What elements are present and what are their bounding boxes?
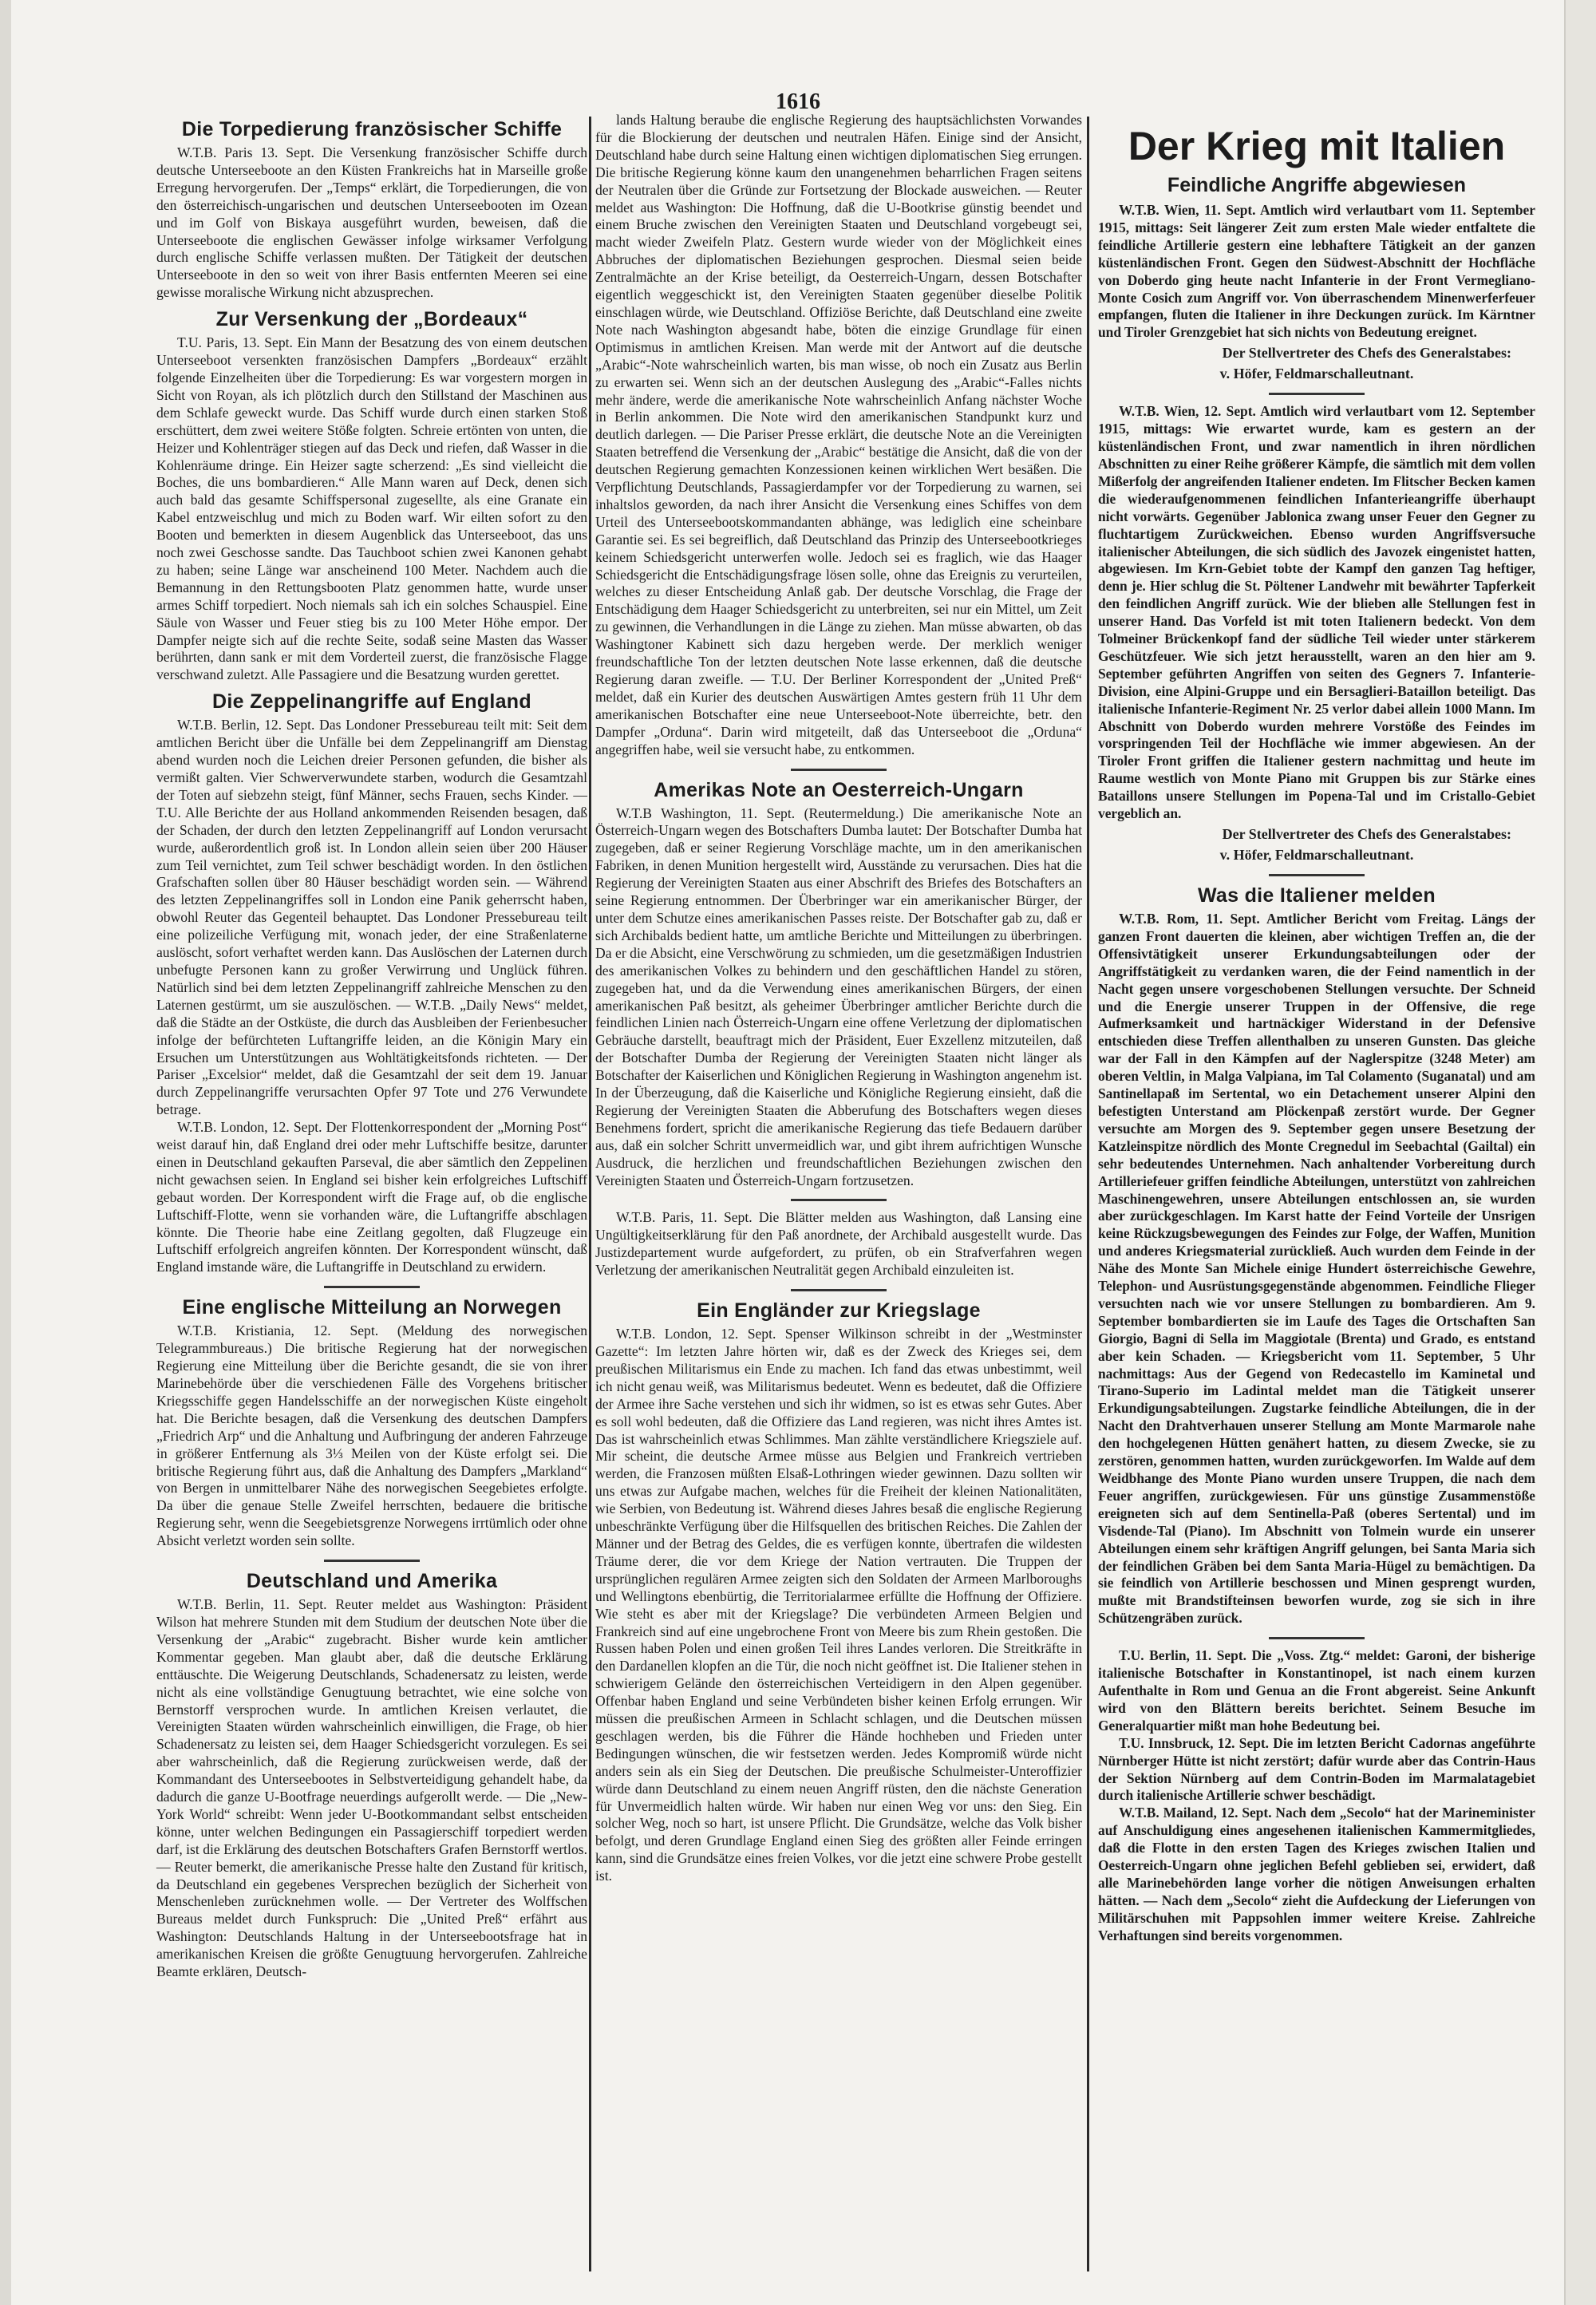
section-subheadline: Feindliche Angriffe abgewiesen <box>1167 174 1467 196</box>
separator-rule <box>324 1560 420 1562</box>
signature-line: v. Höfer, Feldmarschalleutnant. <box>1219 366 1414 382</box>
article-headline: Die Torpedierung französischer Schiffe <box>181 118 563 140</box>
article-paragraph: W.T.B. Berlin, 11. Sept. Reuter meldet aus Washington: Präsident Wilson hat mehrere Stunden mit dem Studium der deutschen Note über die Versenkung der „Arabic“ zugebracht. Bisher wurde kein amtlicher Kommentar gegeben. Man glaubt aber, daß die deutsche Erklärung enttäuschte. Die Weigerung Deutschlands, Schadenersatz zu leisten, werde nicht als eine vollständige Genugtuung betrachtet, wie eine solche von Bernstorff versprochen wurde. In amtlichen Kreisen verlautet, die Vereinigten Staaten würden wahrscheinlich einwilligen, die Frage, ob hier Schadenersatz zu leisten sei, dem Haager Schiedsgericht vorzulegen. Es sei aber wahrscheinlich, daß die Regierung zurückweisen werde, daß der Kommandant des Unterseebootes in Selbstverteidigung gehandelt habe, da dadurch die ganze U-Bootfrage neuerdings aufgerollt werde. — Die „New-York World“ schreibt: Wenn jeder U-Bootkommandant selbst entscheiden könne, unter welchen Bedingungen ein Passagierschiff torpediert werden darf, ist die Erklärung des deutschen Botschafters Grafen Bernstorff wertlos. — Reuter bemerkt, die amerikanische Presse halte den Zustand für kritisch, da Deutschland ein gegebenes Versprechen bezüglich der Sicherheit von Menschenleben zurücknehmen wolle. — Der Vertreter des Wolffschen Bureaus meldet durch Funkspruch: Die „United Preß“ erfährt aus Washington: Deutschlands Haltung in der Unterseebootsfrage hat in amerikanischen Kreisen die größte Genugtuung hervorgerufen. Zahlreiche Beamte erklären, Deutsch- <box>156 1596 587 1980</box>
separator-rule <box>324 1286 420 1288</box>
article-paragraph: W.T.B. Wien, 11. Sept. Amtlich wird verlautbart vom 11. September 1915, mittags: Seit längerer Zeit zum ersten Male wieder entfaltete die feindliche Artillerie gestern eine lebhaftere Tätigkeit an der ganzen küstenländischen Front. Gegen den Südwest-Abschnitt der Hochfläche von Doberdo ging heute nacht Infanterie in der Front Vermegliano-Monte Cosich zum Angriff vor. Von überraschendem Minenwerferfeuer empfangen, fluten die Italiener in ihre Deckungen zurück. Im Kärntner und Tiroler Grenzgebiet hat sich nichts von Bedeutung ereignet. <box>1098 202 1535 341</box>
article-headline: Deutschland und Amerika <box>246 1570 498 1593</box>
article-paragraph: W.T.B. London, 12. Sept. Spenser Wilkinson schreibt in der „Westminster Gazette“: Im letzten Jahre hörten wir, daß es der Zweck des Krieges sei, dem preußischen Militarismus ein Ende zu machen. Ich fand das etwas unbestimmt, weil ich nicht genau weiß, was Militarismus bedeutet. Wenn es bedeutet, daß die Offiziere der Armee ihre Sache verstehen und sich ihr widmen, so ist es etwas sehr Gutes. Aber es soll wohl bedeuten, daß die Offiziere das Land regieren, was nicht ihres Amtes ist. Das ist wahrscheinlich etwas Schlimmes. Man zählte verständlichere Kriegsziele auf. Mir scheint, die deutsche Armee müsse aus Belgien und Frankreich vertrieben werden, die Franzosen müßten Elsaß-Lothringen wieder gewinnen. Dazu sollten wir uns etwas zur Aufgabe machen, welches für die Freiheit der kleinen Nationalitäten, wie Serbien, von Bedeutung ist. Während dieses Jahres besaß die englische Regierung unbeschränkte Verfügung über die Hilfsquellen des britischen Reiches. Die Zahlen der Männer und der Betrag des Geldes, die es verfügen konnte, übertrafen die wildesten Träume derer, die vor dem Kriege der Nation vertrauten. Die Truppen der ursprünglichen regulären Armee zeigten sich den Soldaten der Armeen Marlboroughs und Wellingtons ebenbürtig, die Territorialarmee erfüllte die Hoffnung der Offiziere. Wie steht es aber mit der Kriegslage? Die verbündeten Armeen Belgien und Frankreich sind auf eine ungebrochene Front von Meere bis zum Rhein gestoßen. Die Russen haben Polen und einen großen Teil ihres Landes verloren. Die Streitkräfte in den Dardanellen klopfen an die Tür, die noch nicht geöffnet ist. Die Italiener stehen in schwierigem Gelände den österreichischen Verteidigern in den Alpen gegenüber. Offenbar haben England und seine Verbündeten bisher keinen Erfolg errungen. Wir müssen die preußischen Armeen in Schlacht schlagen, und die Deutschen müssen geschlagen werden, bis die Führer die Hände hochheben und Frieden unter Bedingungen wünschen, die wir festsetzen werden. Jedes Kompromiß würde nicht anders sein als ein Sieg der Deutschen. Die preußische Schulmeister-Unteroffizier würde dann Deutschland zu einem neuen Angriff rüsten, den die nächste Generation für Unvermeidlich halten würde. Wir haben nur einen Weg vor uns: den Sieg. Ein solcher Weg, noch so hart, ist unsere Pflicht. Die Grundsätze, welche das Volk bisher befolgt, und deren Grundlage England einen Sieg des größten aller Feinde erringen kann, sind die Grundsätze eines freien Volkes, vor die jetzt eine schwere Probe gestellt ist. <box>595 1326 1082 1884</box>
separator-rule <box>791 1289 887 1291</box>
column-right <box>1098 112 1535 1945</box>
article-paragraph: T.U. Berlin, 11. Sept. Die „Voss. Ztg.“ meldet: Garoni, der bisherige italienische Botschafter in Konstantinopel, ist nach einem kurzen Aufenthalte in Rom und Genua an die Front abgereist. Seine Ankunft wird von den Blättern bereits berichtet. Seinem Besuche im Generalquartier mißt man hohe Bedeutung bei. <box>1098 1647 1535 1734</box>
article-headline: Was die Italiener melden <box>1197 884 1436 907</box>
article-paragraph: T.U. Innsbruck, 12. Sept. Die im letzten Bericht Cadornas angeführte Nürnberger Hütte ist nicht zerstört; dafür wurde aber das Contrin-Haus der Sektion Nürnberg auf dem Contrin-Boden im Marmalatagebiet durch italienische Artillerie schwer beschädigt. <box>1098 1734 1535 1804</box>
article-headline: Amerikas Note an Oesterreich-Ungarn <box>654 778 1024 801</box>
article-paragraph: W.T.B. Paris, 11. Sept. Die Blätter melden aus Washington, daß Lansing eine Ungültigkeitserklärung für den Paß anordnete, der Archibald ausgestellt wurde. Das Justizdepartement wurde aufgefordert, zu prüfen, ob ein Strafverfahren wegen Verletzung der amerikanischen Neutralität gegen Archibald einzuleiten ist. <box>595 1209 1082 1279</box>
column-divider <box>589 117 591 2271</box>
signature-line: Der Stellvertreter des Chefs des Generalstabes: <box>1222 345 1511 362</box>
article-paragraph: W.T.B. Wien, 12. Sept. Amtlich wird verlautbart vom 12. September 1915, mittags: Wie erwartet wurde, kam es gestern an der küstenländischen Front, und zwar namentlich in ihren nördlichen Abschnitten zu einer Reihe größerer Kämpfe, die sämtlich mit dem vollen Mißerfolg der angreifenden Italiener endeten. Im Flitscher Becken kamen die wiederaufgenommenen feindlichen Infanterieangriffe überhaupt nicht vorwärts. Gegenüber Jablonica zwang unser Feuer den Gegner zu fluchtartigem Zurückweichen. Ebenso wurden Angriffsversuche italienischer Abteilungen, die sich südlich des Javozek eingenistet hatten, abgewiesen. Im Krn-Gebiet tobte der Kampf den ganzen Tag heftiger, denn je. Hier schlug die St. Pöltener Landwehr mit bewährter Tapferkeit den feindlichen Angriff zurück. Wie der blieben alle Stellungen fest in unserer Hand. Das Vorfeld ist mit toten Italienern bedeckt. Von dem Tolmeiner Brückenkopf fand der südliche Teil wieder unter stärkerem Geschützfeuer. Wie sich jetzt herausstellt, waren an den hier am 9. September geführten Angriffen von seiten des Gegners 7. Infanterie-Division, eine Alpini-Gruppe und ein Bersaglieri-Bataillon beteiligt. Das italienische Infanterie-Regiment Nr. 25 verlor dabei allein 1000 Mann. Im Abschnitt von Doberdo wurden mehrere Vorstöße des Feindes im vorspringenden Teil der Hochfläche wie immer abgewiesen. An der Tiroler Front griffen die Italiener gestern nachmittag und heute im Raume westlich von Monte Piano mit Gruppen bis zur Stärke eines Bataillons unsere Stellungen im Popena-Tal und im Cristallo-Gebiet vergeblich an. <box>1098 403 1535 822</box>
article-paragraph: W.T.B. Paris 13. Sept. Die Versenkung französischer Schiffe durch deutsche Unterseeboote an den Küsten Frankreichs hat in Marseille große Erregung hervorgerufen. Der „Temps“ erklärt, die Torpedierungen, die von den österreichisch-ungarischen und deutschen Unterseebooten im Ozean und im Golf von Biskaya ausgeführt wurden, beweisen, daß die Unterseeboote die englischen Gewässer infolge wirksamer Verfolgung durch englische Schiffe verlassen mußten. Der Tätigkeit der deutschen Unterseeboote in den so weit von ihrer Basis entfernten Meeren sei eine gewisse moralische Wirkung nicht abzusprechen. <box>156 144 587 301</box>
article-paragraph: W.T.B. London, 12. Sept. Der Flottenkorrespondent der „Morning Post“ weist darauf hin, daß England drei oder mehr Luftschiffe besitze, darunter einen in Deutschland gekauften Parseval, die aber sämtlich den Zeppelinen nicht gewachsen seien. In England sei bisher kein erfolgreiches Luftschiff gebaut worden. Der Korrespondent wirft die Frage auf, ob die englische Luftschiff-Flotte, wenn sie vorhanden wäre, die Luftangriffe abschlagen könnte. Die Theorie habe eine Zeitlang gegolten, daß Flugzeuge ein Luftschiff erfolgreich angreifen könnten. Der Korrespondent wünscht, daß England imstande wäre, die Luftangriffe in Deutschland zu erwidern. <box>156 1119 587 1275</box>
separator-rule <box>1269 1637 1365 1639</box>
separator-rule <box>791 1199 887 1201</box>
article-paragraph: W.T.B Washington, 11. Sept. (Reutermeldung.) Die amerikanische Note an Österreich-Ungarn wegen des Botschafters Dumba lautet: Der Botschafter Dumba hat zugegeben, daß er seiner Regierung Vorschläge machte, um in den amerikanischen Fabriken, in denen Munition hergestellt wird, Ausstände zu verursachen. Dies hat die Regierung der Vereinigten Staaten aus einer Abschrift des Briefes des Botschafters an seine Regierung entnommen. Der Überbringer war ein amerikanischer Bürger, der unter dem Schutze eines amerikanischen Passes reiste. Der Botschafter gab zu, daß er sich Archibalds bedient hatte, um amtliche Berichte und Mitteilungen zu überbringen. Da er die Absicht, eine Verschwörung zu schmieden, um die gesetzmäßigen Industrien des amerikanischen Volkes zu behindern und den geschäftlichen Handel zu stören, zugegeben hat, und da die Verwendung eines amerikanischen Bürgers, der einen amerikanischen Paß besitzt, als geheimer Überbringer amtlicher Berichte durch die feindlichen Linien nach Österreich-Ungarn eine offene Verletzung der diplomatischen Gebräuche darstellt, beauftragt mich der Präsident, Euer Exzellenz mitzuteilen, daß der Botschafter Dumba der Regierung der Vereinigten Staaten nicht länger als Botschafter der Kaiserlichen und Königlichen Regierung in Washington angenehm ist. In der Überzeugung, daß die Kaiserliche und Königliche Regierung einsieht, daß die Regierung der Vereinigten Staaten die Abberufung des Botschafters wegen dieses Benehmens fordert, spricht die amerikanische Regierung das tiefe Bedauern darüber aus, daß ein solcher Schritt unvermeidlich war, und gibt ihrem aufrichtigen Wunsche Ausdruck, die herzlichen und freundschaftlichen Beziehungen zwischen den Vereinigten Staaten und Österreich-Ungarn fortzusetzen. <box>595 805 1082 1188</box>
scan-left-edge <box>0 0 11 2305</box>
article-paragraph: W.T.B. Kristiania, 12. Sept. (Meldung des norwegischen Telegrammbureaus.) Die britische Regierung hat der norwegischen Regierung eine Mitteilung über die Berichte gesandt, die sie von ihrer Marinebehörde über die verschiedenen Fälle des Vorgehens britischer Kriegsschiffe gegen Handelsschiffe an der norwegischen Küste eingeholt hat. Die Berichte besagen, daß die Versenkung des deutschen Dampfers „Friedrich Arp“ und die Anhaltung und Aufbringung der anderen Fahrzeuge in größerer Entfernung als 3⅓ Meilen von der Küste erfolgt sei. Die britische Regierung führt aus, daß die Anhaltung des Dampfers „Markland“ von Bergen in unmittelbarer Nähe des norwegischen Seegebietes erfolgte. Da über die genaue Stelle Zweifel herrschten, bedauere die britische Regierung sehr, wenn die Seegebietsgrenze Norwegens irrtümlich oder ohne Absicht verletzt worden sein sollte. <box>156 1323 587 1549</box>
separator-rule <box>1269 874 1365 876</box>
page-number: 1616 <box>776 89 820 114</box>
article-paragraph: W.T.B. Berlin, 12. Sept. Das Londoner Pressebureau teilt mit: Seit dem amtlichen Bericht über die Unfälle bei dem Zeppelinangriff am Dienstag abend wurden noch die Leichen dreier Personen gefunden, die bisher als vermißt galten. Vier Schwerverwundete starben, wodurch die Gesamtzahl der Toten auf siebzehn steigt, fünf Männer, sechs Frauen, sechs Kinder. — T.U. Alle Berichte der aus Holland ankommenden Reisenden besagen, daß der Schaden, der durch den letzten Zeppelinangriff auf London verursacht wurde, außerordentlich groß ist. In London allein seien über 200 Häuser zum Teil vernichtet, zum Teil schwer beschädigt worden. In den östlichen Grafschaften sollen über 80 Häuser beschädigt worden sein. — Während des letzten Zeppelinangriffes soll in London eine Panik geherrscht haben, obwohl Reuter das Gegenteil behauptet. Das Londoner Pressebureau teilt eine polizeiliche Verfügung mit, wonach jeder, der eine Straßenlaterne auslöscht, sofort verhaftet werden kann. Das Auslöschen der Laternen durch unbefugte Personen kann zu großer Verwirrung und Unglück führen. Natürlich sind bei dem letzten Zeppelinangriff zahlreiche Menschen zu den Laternen gestürmt, um sie auszulöschen. — W.T.B. „Daily News“ meldet, daß die Städte an der Ostküste, die durch das Ausbleiben der Ferienbesucher infolge der befürchteten Luftangriffe leiden, an die Königin Mary ein Ersuchen um Unterstützungen aus Wohltätigkeitsfonds richteten. — Der Pariser „Excelsior“ meldet, daß die Gesamtzahl der seit dem 19. Januar durch Zeppelinangriffe verursachten Opfer 97 Tote und 276 Verwundete betrage. <box>156 717 587 1118</box>
separator-rule <box>1269 393 1365 395</box>
article-paragraph: T.U. Paris, 13. Sept. Ein Mann der Besatzung des von einem deutschen Unterseeboot versenkten französischen Dampfers „Bordeaux“ erzählt folgende Einzelheiten über die Torpedierung: Es war vorgestern morgen in Sicht von Royan, als ich plötzlich durch den Stillstand der Maschinen aus dem Schlafe geweckt wurde. Das Schiff wurde durch einen starken Stoß erschüttert, dem zwei weitere Stöße folgten. Schreie ertönten von unten, die Heizer und Kohlenträger stiegen auf das Deck und riefen, daß Wasser in die Kohlenräume dringe. Ein Heizer sagte scherzend: „Es sind vielleicht die Boches, die uns bombardieren.“ Alle Mann waren auf Deck, denen sich auch bald das gesamte Schiffspersonal zugesellte, als eine Granate ein Kabel entzweischlug und mich zu Boden warf. Wir eilten sofort zu den Booten und bemerkten in diesem Augenblick das Unterseeboot, das uns noch zwei Geschosse sandte. Das Tauchboot schien zwei Kanonen gehabt zu haben; seine Länge war anscheinend 100 Meter. Nachdem auch die Bemannung in den Rettungsbooten Platz genommen hatte, wurde unser armes Schiff torpediert. Noch niemals sah ich ein solches Schauspiel. Eine Säule von Wasser und Feuer stieg bis zu 100 Meter Höhe empor. Der Dampfer neigte sich auf die rechte Seite, sodaß seine Masten das Wasser berührten, dann sank er mit dem Vorderteil zuerst, die französische Flagge verschwand zuletzt. Alle Passagiere und die Besatzung wurden gerettet. <box>156 334 587 683</box>
article-headline: Die Zeppelinangriffe auf England <box>212 690 531 714</box>
column-left <box>156 112 587 1981</box>
section-title: Der Krieg mit Italien <box>1128 124 1506 168</box>
column-divider <box>1087 117 1089 2271</box>
signature-line: Der Stellvertreter des Chefs des Generalstabes: <box>1222 826 1511 842</box>
separator-rule <box>791 769 887 771</box>
signature-line: v. Höfer, Feldmarschalleutnant. <box>1219 847 1414 863</box>
scan-binding-edge <box>1564 0 1596 2305</box>
article-headline: Zur Versenkung der „Bordeaux“ <box>215 308 528 331</box>
article-headline: Eine englische Mitteilung an Norwegen <box>182 1296 562 1319</box>
article-paragraph: W.T.B. Mailand, 12. Sept. Nach dem „Secolo“ hat der Marineminister auf Anschuldigung eines angesehenen italienischen Kammermitgliedes, daß die Flotte in den ersten Tagen des Krieges zwischen Italien und Oesterreich-Ungarn ohne jeglichen Befehl geblieben sei, erwidert, daß alle Marinebehörden lange vorher die nötigen Anweisungen erhalten hätten. — Nach dem „Secolo“ zieht die Aufdeckung der Lieferungen von Militärschuhen mit Pappsohlen immer weitere Kreise. Zahlreiche Verhaftungen sind bereits vorgenommen. <box>1098 1805 1535 1943</box>
article-paragraph: lands Haltung beraube die englische Regierung des hauptsächlichsten Vorwandes für die Blockierung der deutschen und neutralen Häfen. Einige sind der Ansicht, Deutschland habe durch seine Haltung einen wichtigen diplomatischen Sieg errungen. Die britische Regierung könne kaum den unangenehmen beharrlichen Fragen seitens der Neutralen über die Gründe zur Fortsetzung der Blockade ausweichen. — Reuter meldet aus Washington: Die Hoffnung, daß die U-Bootkrise günstig beendet und einem Bruche zwischen den Vereinigten Staaten und Deutschland vorgebeugt sei, macht wieder Zweifeln Platz. Gestern wurde wieder von der Möglichkeit eines Abbruches der diplomatischen Beziehungen gesprochen. Diesmal seien beide Zentralmächte an der Krise beteiligt, da Oesterreich-Ungarn, dessen Botschafter eigentlich weggeschickt ist, den Vereinigten Staaten gegenüber dieselbe Politik einschlagen würde, wie Deutschland. Offiziöse Berichte, daß Deutschland eine zweite Note nach Washington abgesandt habe, böten die einzige Grundlage für einen Optimismus in amtlichen Kreisen. Man werde mit der Antwort auf die deutsche „Arabic“-Note wahrscheinlich warten, bis man wisse, ob noch ein Zusatz aus Berlin zu erwarten sei. Wenn sich an der deutschen Auslegung des „Arabic“-Falles nichts mehr ändere, werde die amerikanische Note wahrscheinlich Anfang nächster Woche in Berlin ankommen. Die Note wird den amerikanischen Standpunkt kurz und deutlich darlegen. — Die Pariser Presse erklärt, die deutsche Note an die Vereinigten Staaten betreffend die Versenkung der „Arabic“ bestätige die Ansicht, daß die von der deutschen Regierung gemachten Konzessionen keinen wirklichen Wert besäßen. Die Verpflichtung Deutschlands, Passagierdampfer vor der Torpedierung zu warnen, sei inhaltslos geworden, da nach ihrer Ansicht die Versenkung eines Schiffes von dem Urteil des Unterseebootskommandanten abhänge, was lediglich eine scheinbare Garantie sei. Es sei begreiflich, daß Deutschland das Prinzip des Unterseebootkrieges keinem Schiedsgericht unterwerfen wolle. Jedoch sei es fraglich, wie das Haager Schiedsgericht die Entschädigungsfrage lösen solle, ohne das Ereignis zu verurteilen, welches zu dieser Entscheidung Anlaß gab. Der deutsche Vorschlag, die Frage der Entschädigung dem Haager Schiedsgericht zu unterbreiten, sei nur ein Mittel, um Zeit zu gewinnen, die Verhandlungen in die Länge zu ziehen. Man müsse abwarten, ob das Washingtoner Kabinett sich dazu hergeben werde. Der merklich weniger freundschaftliche Ton der letzten deutschen Note lasse erkennen, daß die deutsche Regierung daran zweifle. — T.U. Der Berliner Korrespondent der „United Preß“ meldet, daß ein Kurier des deutschen Auswärtigen Amtes gestern früh 11 Uhr dem amerikanischen Botschafter eine neue Unterseeboot-Note überreichte, betr. den Dampfer „Orduna“. Darin wird mitgeteilt, daß das Unterseeboot die „Orduna“ angegriffen habe, weil sie versucht habe, zu entkommen. <box>595 112 1082 757</box>
article-headline: Ein Engländer zur Kriegslage <box>697 1299 981 1323</box>
article-paragraph: W.T.B. Rom, 11. Sept. Amtlicher Bericht vom Freitag. Längs der ganzen Front dauerten die kleinen, aber wichtigen Treffen an, die der Offensivtätigkeit unserer Erkundungsabteilungen oder der Angriffstätigkeit zu verdanken waren, die der Feind namentlich in der Nacht gegen unsere vorgeschobenen Stellungen versuchte. Der Schneid und die Energie unserer Truppen in der Offensive, die rege Aufmerksamkeit und hartnäckiger Widerstand in der Defensive entschieden diese Treffen allenthalben zu unseren Gunsten. Das gleiche war der Fall in den Kämpfen auf der Naglerspitze (3248 Meter) am oberen Veltlin, in Malga Valpiana, im Tal Colamento (Suganatal) und am Santinellapaß im Sertental, wo ein Detachement unserer Alpini den befestigten Unterstand am Plöckenpaß zerstört wurde. Der Gegner versuchte am Morgen des 9. September gegen unsere Besetzung der Katzleinspitze nördlich des Monte Cregnedul im Seebachtal (Gailtal) ein sehr bedeutendes Unternehmen. Nach anhaltender Vorbereitung durch Artilleriefeuer griffen feindliche Abteilungen, unterstützt von zahlreichen Maschinengewehren, unsere Abteilungen entschlossen an, sie wurden aber zurückgeschlagen. Im Karst hatte der Feind Vorteile der Unsrigen keine Rückzugsbewegungen des Feindes zur Folge, der Waffen, Munition und anderes Kriegsmaterial zurückließ. Auch wurden dem Feinde in der Nähe des Monte San Michele einige Hundert österreichische Gewehre, Telephon- und Ausrüstungsgegenstände abgenommen. Feindliche Flieger versuchten nach wie vor unsere Stellungen zu bombardieren. Am 9. September bombardierten sie im Laufe des Tages die Ortschaften San Giorgio, Bagni di Sella im Maggiotale (Brenta) und Grado, es entstand aber kein Schaden. — Kriegsbericht vom 11. September, 5 Uhr nachmittags: Aus der Gegend von Redecastello im Kaminetal und Tirano-Superio im Ladintal meldet man die Tätigkeit unserer Erkundigungsabteilungen. Zugstarke feindliche Abteilungen, die in der Nacht den Drahtverhauen unserer Stellung am Monte Marmarole nahe den hochgelegenen Hütten genähert hatten, zu diesem Zwecke, sie zu zerstören, genommen hatten, wurden zurückgeworfen. Im Walde auf dem Weidbhange des Monte Piano wurden unsere Truppen, die nach dem Feuer angriffen, zurückgewiesen. Für uns günstige Zusammenstöße ereigneten sich auf dem Sentinella-Paß (oberes Sertental) und im Visdende-Tal (Piano). Im Abschnitt von Tolmein wurde ein unserer Abteilungen einem sehr kräftigen Angriff gelungen, bei Santa Maria sich der feindlichen Gräben bei dem Santa Maria-Hügel zu bemächtigen. Da sie feindlich von Artillerie beschossen und Minen gesprengt wurden, mußte mit Brandstifteinsen beworfen wurde, zog sie sich in ihre Schützengräben zurück. <box>1098 911 1535 1627</box>
column-middle <box>595 112 1082 1885</box>
